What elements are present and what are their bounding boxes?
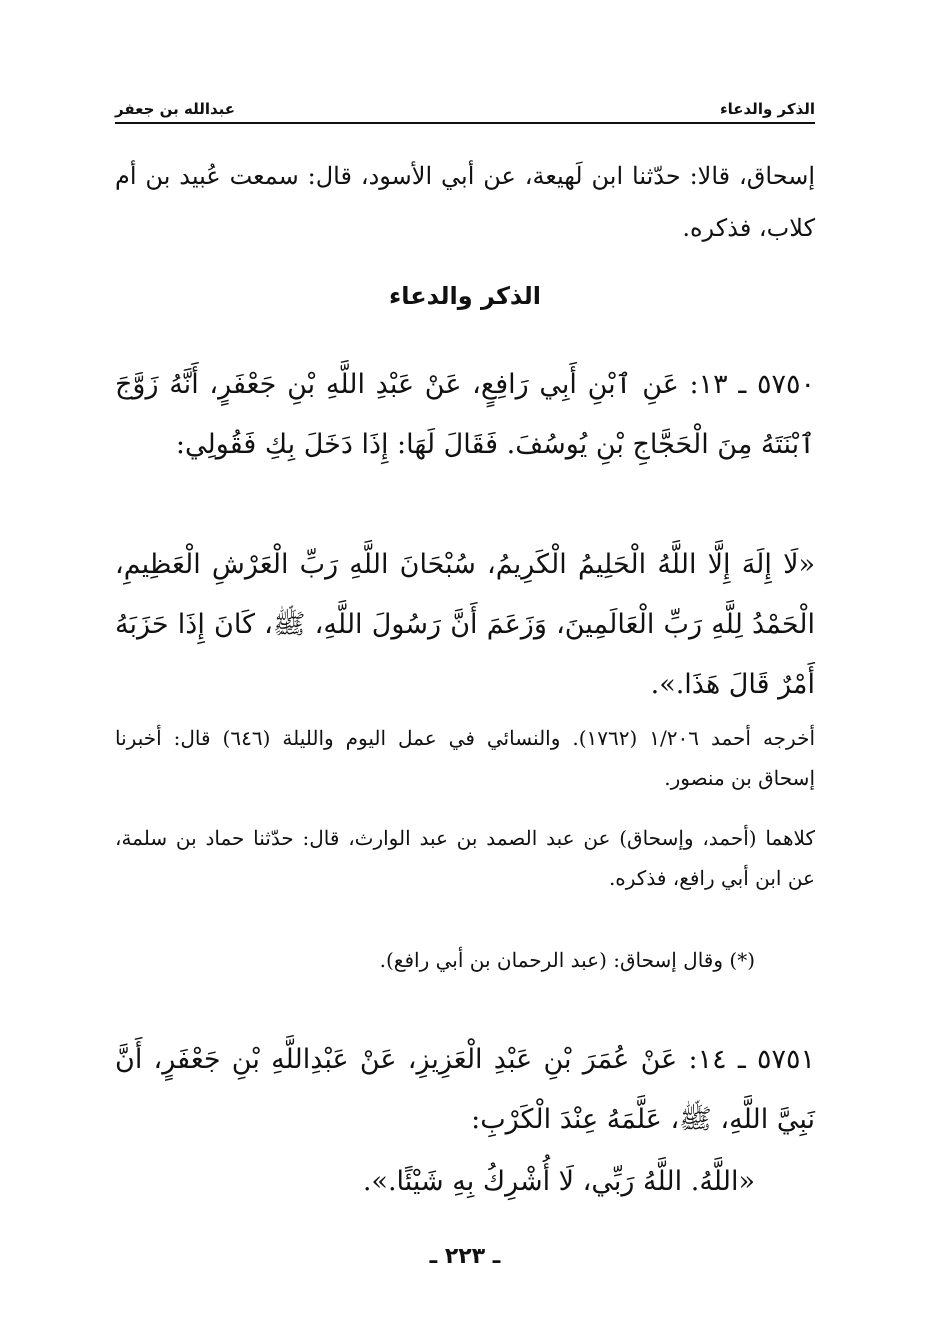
header-chapter-title: الذكر والدعاء <box>714 100 815 118</box>
hadith-5750-quote: «لَا إِلَهَ إِلَّا اللَّهُ الْحَلِيمُ الْكَرِيمُ، سُبْحَانَ اللَّهِ رَبِّ الْعَرْشِ الْعَظِيمِ، الْحَمْدُ لِلَّهِ رَبِّ الْعَالَمِينَ، وَزَعَمَ أَنَّ رَسُولَ اللَّهِ، ﷺ، كَانَ إِذَا حَزَبَهُ أَمْرٌ قَالَ هَذَا.». <box>115 549 815 700</box>
continuation-paragraph: إسحاق، قالا: حدّثنا ابن لَهيعة، عن أبي الأسود، قال: سمعت عُبيد بن أم كلاب، فذكره. <box>115 162 815 242</box>
section-title: الذكر والدعاء <box>388 282 542 310</box>
hadith-5751-quote: «اللَّهُ. اللَّهُ رَبِّي، لَا أُشْرِكُ بِهِ شَيْئًا.». <box>362 1166 755 1197</box>
page-number: ـ ٢٢٣ ـ <box>429 1244 501 1269</box>
hadith-5751-text: ٥٧٥١ ـ ١٤: عَنْ عُمَرَ بْنِ عَبْدِ الْعَزِيزِ، عَنْ عَبْدِاللَّهِ بْنِ جَعْفَرٍ، أَنَّ نَبِيَّ اللَّهِ، ﷺ، عَلَّمَهُ عِنْدَ الْكَرْبِ: <box>115 1044 815 1135</box>
takhrij-note: أخرجه أحمد ١/٢٠٦ (١٧٦٢). والنسائي في عمل اليوم والليلة (٦٤٦) قال: أخبرنا إسحاق بن منصور. <box>115 726 815 790</box>
hadith-5750-text: ٥٧٥٠ ـ ١٣: عَنِ ٱبْنِ أَبِي رَافِعٍ، عَنْ عَبْدِ اللَّهِ بْنِ جَعْفَرٍ، أَنَّهُ زَوَّجَ ٱبْنَتَهُ مِنَ الْحَجَّاجِ بْنِ يُوسُفَ. فَقَالَ لَهَا: إِذَا دَخَلَ بِكِ فَقُولِي: <box>115 369 815 460</box>
running-header <box>115 96 815 124</box>
isnad-note: كلاهما (أحمد، وإسحاق) عن عبد الصمد بن عبد الوارث، قال: حدّثنا حماد بن سلمة، عن ابن أبي رافع، فذكره. <box>115 826 815 890</box>
footnote: (*) وقال إسحاق: (عبد الرحمان بن أبي رافع). <box>379 948 755 972</box>
header-narrator-name: عبدالله بن جعفر <box>115 100 241 118</box>
